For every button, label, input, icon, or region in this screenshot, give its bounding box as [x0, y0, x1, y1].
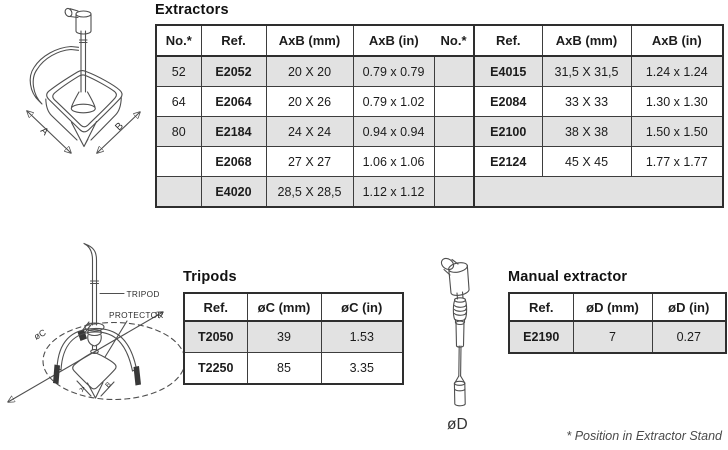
tripods-title: Tripods	[183, 269, 237, 285]
extractors-title: Extractors	[155, 2, 229, 18]
tripod-right-foot	[134, 366, 142, 386]
extractors-header-row	[156, 25, 723, 56]
dimension-label-b: B	[113, 120, 126, 134]
manual-header-row	[509, 293, 726, 321]
cell-ref: T2050	[184, 321, 247, 353]
table-row	[184, 321, 403, 353]
cell-axb-in: 0.94 x 0.94	[353, 117, 434, 147]
cell-ref-2: E2124	[474, 147, 542, 177]
manual-extractor-drawing	[430, 252, 508, 437]
cell-axb-mm: 24 X 24	[266, 117, 353, 147]
col-header-axb-in: AxB (in)	[353, 25, 434, 56]
cell-no-2	[434, 56, 474, 87]
tripods-table	[183, 292, 404, 385]
table-row	[156, 117, 723, 147]
ground-circle	[43, 323, 185, 400]
cell-ref-2: E2084	[474, 87, 542, 117]
cell-no	[156, 147, 201, 177]
dimension-label-a: A	[37, 125, 51, 138]
dimension-label-b: B	[104, 381, 113, 390]
extractor-rod	[80, 31, 88, 92]
table-row	[156, 87, 723, 117]
table-row	[156, 56, 723, 87]
cell-ref: E2190	[509, 321, 573, 353]
cell-ref: E2052	[201, 56, 266, 87]
cell-ref: E2184	[201, 117, 266, 147]
manual-extractor-table	[508, 292, 727, 354]
cell-d-mm: 7	[573, 321, 652, 353]
manual-cap-body	[449, 265, 469, 295]
extractors-table	[155, 24, 724, 208]
dimension-line-b	[97, 112, 140, 153]
cell-ref-2: E2100	[474, 117, 542, 147]
manual-tip-ring	[454, 381, 464, 385]
cell-ref: T2250	[184, 353, 247, 385]
col-header-no: No.*	[156, 25, 201, 56]
col-header-ref: Ref.	[509, 293, 573, 321]
cell-axb-in: 1.12 x 1.12	[353, 177, 434, 208]
cell-axb-in: 0.79 x 0.79	[353, 56, 434, 87]
extractor-stand-drawing	[0, 0, 148, 175]
extractor-head-top	[76, 11, 91, 17]
cell-axb-mm-2: 38 X 38	[542, 117, 631, 147]
dimension-label-c: øC	[32, 327, 48, 342]
cell-axb-in-2: 1.50 x 1.50	[631, 117, 723, 147]
manual-bellows	[453, 301, 466, 321]
cell-c-in: 3.35	[321, 353, 403, 385]
tripods-header-row	[184, 293, 403, 321]
cell-ref-2: E4015	[474, 56, 542, 87]
cell-ref: E4020	[201, 177, 266, 208]
manual-extractor-title: Manual extractor	[508, 269, 628, 285]
col-header-ref-2: Ref.	[474, 25, 542, 56]
col-header-d-mm: øD (mm)	[573, 293, 652, 321]
col-header-no-2: No.*	[434, 25, 474, 56]
manual-neck-ring	[455, 298, 466, 302]
cell-no: 52	[156, 56, 201, 87]
table-row	[509, 321, 726, 353]
cell-empty-merged	[474, 177, 723, 208]
cell-axb-in: 1.06 x 1.06	[353, 147, 434, 177]
cell-c-mm: 85	[247, 353, 321, 385]
cell-no: 80	[156, 117, 201, 147]
cell-ref: E2068	[201, 147, 266, 177]
manual-rod	[459, 346, 461, 376]
cell-c-mm: 39	[247, 321, 321, 353]
col-header-c-mm: øC (mm)	[247, 293, 321, 321]
cell-axb-mm-2: 45 X 45	[542, 147, 631, 177]
cell-no-2	[434, 177, 474, 208]
dish-inner-rim	[53, 75, 117, 127]
col-header-axb-mm-2: AxB (mm)	[542, 25, 631, 56]
cell-axb-in-2: 1.30 x 1.30	[631, 87, 723, 117]
dimension-line-a	[27, 111, 71, 153]
tripod-drawing	[0, 240, 195, 450]
table-row	[184, 353, 403, 385]
cell-no-2	[434, 87, 474, 117]
cell-axb-mm: 20 X 20	[266, 56, 353, 87]
cell-axb-in-2: 1.24 x 1.24	[631, 56, 723, 87]
col-header-ref: Ref.	[184, 293, 247, 321]
col-header-c-in: øC (in)	[321, 293, 403, 321]
manual-tip-flare	[455, 376, 465, 384]
cell-no-2	[434, 147, 474, 177]
cell-axb-mm-2: 33 X 33	[542, 87, 631, 117]
col-header-axb-mm: AxB (mm)	[266, 25, 353, 56]
tripod-rod	[84, 244, 99, 326]
manual-tip-body	[454, 383, 465, 406]
cell-axb-mm: 28,5 X 28,5	[266, 177, 353, 208]
dimension-label-a: A	[77, 385, 86, 394]
dish-outer-rim	[47, 71, 122, 132]
cell-d-in: 0.27	[652, 321, 726, 353]
tripod-bulb	[88, 335, 101, 350]
protector-callout: PROTECTOR	[109, 310, 164, 320]
cell-axb-mm: 20 X 26	[266, 87, 353, 117]
cell-axb-mm: 27 X 27	[266, 147, 353, 177]
footnote: * Position in Extractor Stand	[566, 429, 722, 443]
manual-cap-top	[448, 261, 468, 274]
cell-axb-mm-2: 31,5 X 31,5	[542, 56, 631, 87]
cell-axb-in: 0.79 x 1.02	[353, 87, 434, 117]
extractor-cone-base	[71, 104, 95, 113]
col-header-axb-in-2: AxB (in)	[631, 25, 723, 56]
col-header-ref: Ref.	[201, 25, 266, 56]
cell-ref: E2064	[201, 87, 266, 117]
cell-c-in: 1.53	[321, 321, 403, 353]
manual-sleeve	[456, 319, 465, 347]
cell-no	[156, 177, 201, 208]
table-row	[156, 177, 723, 208]
cell-axb-in-2: 1.77 x 1.77	[631, 147, 723, 177]
cell-no-2	[434, 117, 474, 147]
tripod-callout: TRIPOD	[126, 289, 160, 299]
col-header-d-in: øD (in)	[652, 293, 726, 321]
table-row	[156, 147, 723, 177]
dimension-label-d: øD	[447, 416, 468, 433]
tripod-left-foot	[53, 365, 60, 385]
cell-no: 64	[156, 87, 201, 117]
manual-sleeve-top	[456, 321, 464, 324]
